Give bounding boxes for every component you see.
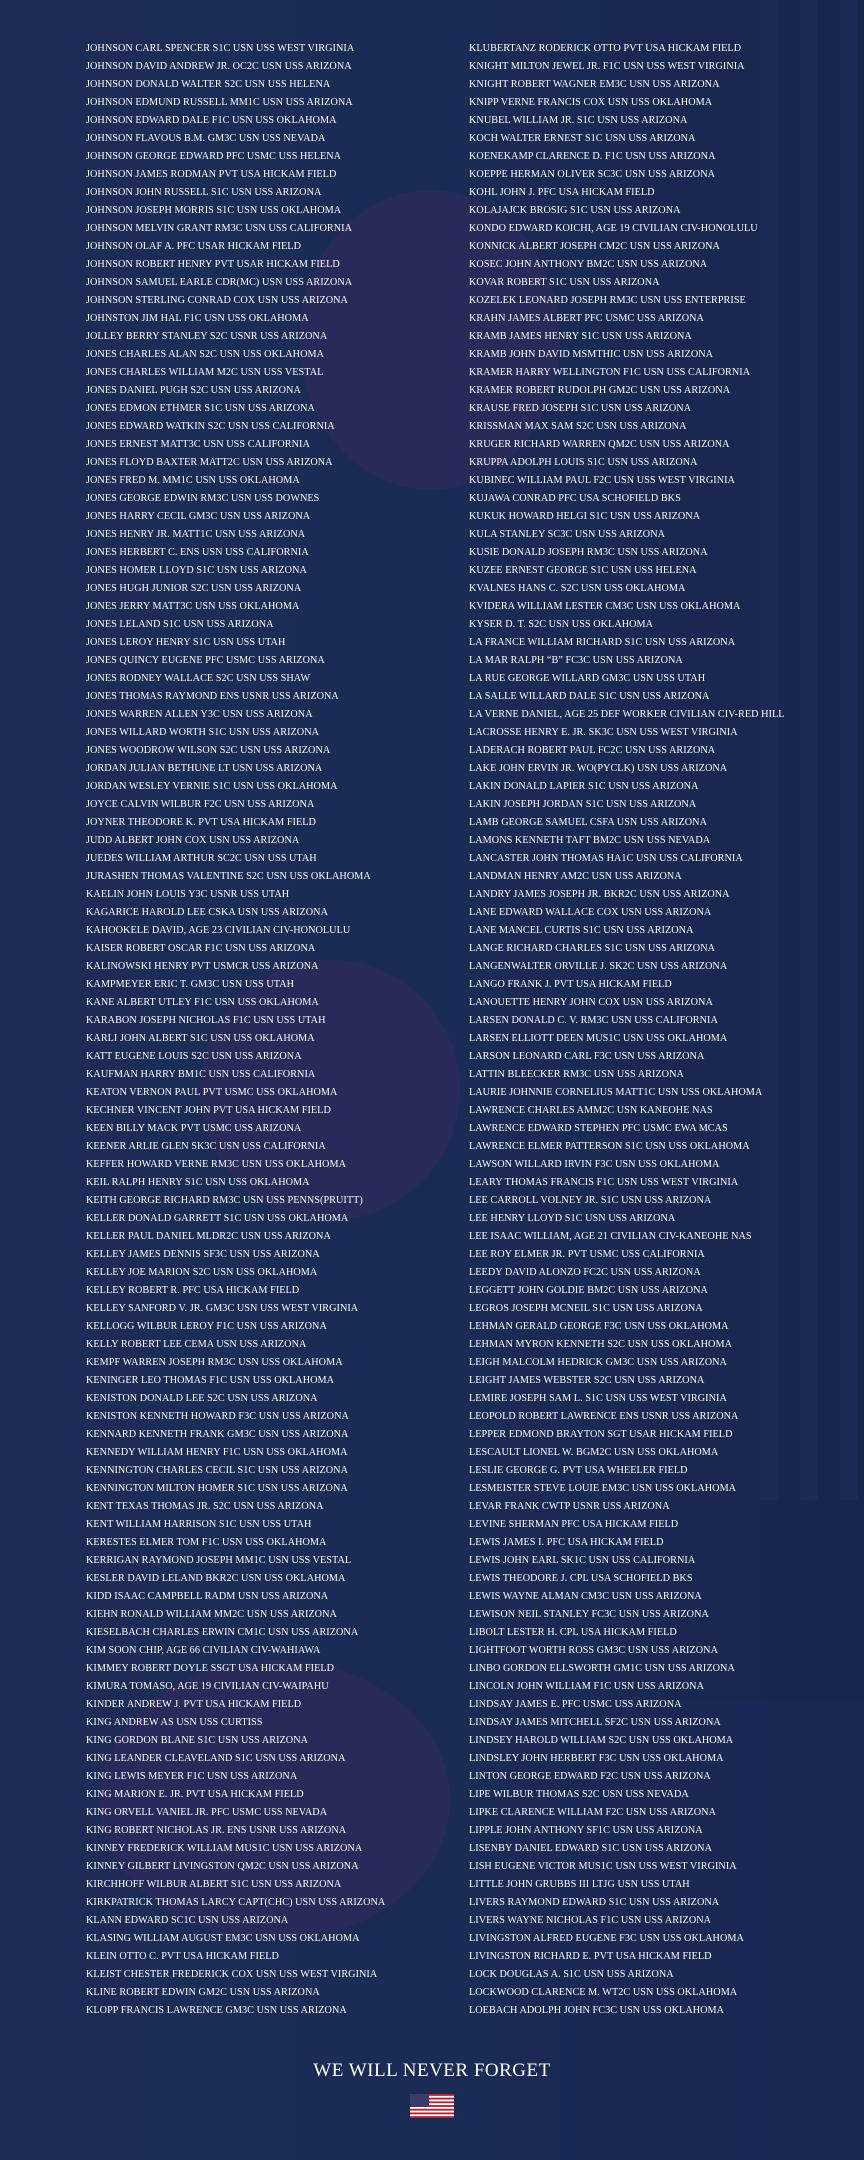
memorial-name: KELLOGG WILBUR LEROY F1C USN USS ARIZONA bbox=[86, 1321, 327, 1332]
memorial-name: LANE EDWARD WALLACE COX USN USS ARIZONA bbox=[469, 907, 712, 918]
memorial-name: KNUBEL WILLIAM JR. S1C USN USS ARIZONA bbox=[469, 115, 688, 126]
memorial-name: JOHNSON ROBERT HENRY PVT USAR HICKAM FIELD bbox=[86, 259, 340, 270]
memorial-name: KAUFMAN HARRY BM1C USN USS CALIFORNIA bbox=[86, 1069, 316, 1080]
memorial-name: KIDD ISAAC CAMPBELL RADM USN USS ARIZONA bbox=[86, 1591, 329, 1602]
memorial-name: JONES RODNEY WALLACE S2C USN USS SHAW bbox=[86, 673, 311, 684]
memorial-name: LINDSLEY JOHN HERBERT F3C USN USS OKLAHOMA bbox=[469, 1753, 724, 1764]
memorial-name: LARSEN ELLIOTT DEEN MUS1C USN USS OKLAHOMA bbox=[469, 1033, 728, 1044]
memorial-name: KERRIGAN RAYMOND JOSEPH MM1C USN USS VESTAL bbox=[86, 1555, 352, 1566]
footer bbox=[0, 2060, 864, 2123]
memorial-name: KLEIN OTTO C. PVT USA HICKAM FIELD bbox=[86, 1951, 279, 1962]
memorial-name: LEWISON NEIL STANLEY FC3C USN USS ARIZONA bbox=[469, 1609, 709, 1620]
memorial-name: KRUGER RICHARD WARREN QM2C USN USS ARIZONA bbox=[469, 439, 730, 450]
memorial-name: KIMMEY ROBERT DOYLE SSGT USA HICKAM FIELD bbox=[86, 1663, 335, 1674]
memorial-name: LIPPLE JOHN ANTHONY SF1C USN USS ARIZONA bbox=[469, 1825, 703, 1836]
memorial-name: JOHNSON GEORGE EDWARD PFC USMC USS HELENA bbox=[86, 151, 342, 162]
us-flag-icon bbox=[410, 2094, 454, 2118]
memorial-name: LIBOLT LESTER H. CPL USA HICKAM FIELD bbox=[469, 1627, 677, 1638]
memorial-name: KRUPPA ADOLPH LOUIS S1C USN USS ARIZONA bbox=[469, 457, 698, 468]
memorial-name: JONES HENRY JR. MATT1C USN USS ARIZONA bbox=[86, 529, 306, 540]
names-column-left bbox=[86, 40, 446, 2020]
memorial-name: KAELIN JOHN LOUIS Y3C USNR USS UTAH bbox=[86, 889, 290, 900]
memorial-name: JONES EDMON ETHMER S1C USN USS ARIZONA bbox=[86, 403, 315, 414]
memorial-name: JONES DANIEL PUGH S2C USN USS ARIZONA bbox=[86, 385, 301, 396]
memorial-name: JOHNSON MELVIN GRANT RM3C USN USS CALIFORNIA bbox=[86, 223, 352, 234]
memorial-name: LANGO FRANK J. PVT USA HICKAM FIELD bbox=[469, 979, 672, 990]
memorial-name: KELLER PAUL DANIEL MLDR2C USN USS ARIZONA bbox=[86, 1231, 331, 1242]
memorial-name: JOHNSON JOHN RUSSELL S1C USN USS ARIZONA bbox=[86, 187, 322, 198]
memorial-name: LAKE JOHN ERVIN JR. WO(PYCLK) USN USS ARIZONA bbox=[469, 763, 728, 774]
memorial-name: KNIGHT ROBERT WAGNER EM3C USN USS ARIZONA bbox=[469, 79, 720, 90]
memorial-name: LAWRENCE ELMER PATTERSON S1C USN USS OKLAHOMA bbox=[469, 1141, 750, 1152]
memorial-name: KENNINGTON MILTON HOMER S1C USN USS ARIZONA bbox=[86, 1483, 348, 1494]
memorial-name: LAWRENCE CHARLES AMM2C USN KANEOHE NAS bbox=[469, 1105, 713, 1116]
memorial-name: LIGHTFOOT WORTH ROSS GM3C USN USS ARIZONA bbox=[469, 1645, 718, 1656]
memorial-name: LEE ROY ELMER JR. PVT USMC USS CALIFORNIA bbox=[469, 1249, 705, 1260]
memorial-name: LEARY THOMAS FRANCIS F1C USN USS WEST VIRGINIA bbox=[469, 1177, 739, 1188]
memorial-name: KONDO EDWARD KOICHI, AGE 19 CIVILIAN CIV-HONOLULU bbox=[469, 223, 758, 234]
memorial-name: KUZEE ERNEST GEORGE S1C USN USS HELENA bbox=[469, 565, 697, 576]
memorial-name: KRAMB JAMES HENRY S1C USN USS ARIZONA bbox=[469, 331, 692, 342]
memorial-name: KVIDERA WILLIAM LESTER CM3C USN USS OKLAHOMA bbox=[469, 601, 741, 612]
memorial-name: LANGE RICHARD CHARLES S1C USN USS ARIZONA bbox=[469, 943, 716, 954]
memorial-name: LEE HENRY LLOYD S1C USN USS ARIZONA bbox=[469, 1213, 676, 1224]
memorial-name: JOHNSON DONALD WALTER S2C USN USS HELENA bbox=[86, 79, 331, 90]
memorial-name: KARABON JOSEPH NICHOLAS F1C USN USS UTAH bbox=[86, 1015, 326, 1026]
memorial-name: LINTON GEORGE EDWARD F2C USN USS ARIZONA bbox=[469, 1771, 711, 1782]
memorial-name: LAWRENCE EDWARD STEPHEN PFC USMC EWA MCAS bbox=[469, 1123, 728, 1134]
memorial-name: KUBINEC WILLIAM PAUL F2C USN USS WEST VIRGINIA bbox=[469, 475, 735, 486]
memorial-name: JONES THOMAS RAYMOND ENS USNR USS ARIZONA bbox=[86, 691, 339, 702]
memorial-name: KIESELBACH CHARLES ERWIN CM1C USN USS ARIZONA bbox=[86, 1627, 359, 1638]
memorial-name: JONES LELAND S1C USN USS ARIZONA bbox=[86, 619, 274, 630]
memorial-name: LINDSAY JAMES E. PFC USMC USS ARIZONA bbox=[469, 1699, 682, 1710]
memorial-name: KLANN EDWARD SC1C USN USS ARIZONA bbox=[86, 1915, 289, 1926]
memorial-name: KENNINGTON CHARLES CECIL S1C USN USS ARIZONA bbox=[86, 1465, 348, 1476]
memorial-name: KONNICK ALBERT JOSEPH CM2C USN USS ARIZONA bbox=[469, 241, 720, 252]
memorial-name: KARLI JOHN ALBERT S1C USN USS OKLAHOMA bbox=[86, 1033, 315, 1044]
memorial-name: LEEDY DAVID ALONZO FC2C USN USS ARIZONA bbox=[469, 1267, 701, 1278]
memorial-name: KINNEY FREDERICK WILLIAM MUS1C USN USS ARIZONA bbox=[86, 1843, 363, 1854]
memorial-name: LEHMAN GERALD GEORGE F3C USN USS OKLAHOMA bbox=[469, 1321, 729, 1332]
memorial-name: JOHNSON EDMUND RUSSELL MM1C USN USS ARIZONA bbox=[86, 97, 353, 108]
memorial-name: LA FRANCE WILLIAM RICHARD S1C USN USS ARIZONA bbox=[469, 637, 736, 648]
memorial-name: LESMEISTER STEVE LOUIE EM3C USN USS OKLAHOMA bbox=[469, 1483, 737, 1494]
memorial-name: KELLEY ROBERT R. PFC USA HICKAM FIELD bbox=[86, 1285, 300, 1296]
memorial-name: LARSEN DONALD C. V. RM3C USN USS CALIFORNIA bbox=[469, 1015, 718, 1026]
memorial-name: LISENBY DANIEL EDWARD S1C USN USS ARIZONA bbox=[469, 1843, 712, 1854]
memorial-name: KERESTES ELMER TOM F1C USN USS OKLAHOMA bbox=[86, 1537, 327, 1548]
memorial-name: JURASHEN THOMAS VALENTINE S2C USN USS OKLAHOMA bbox=[86, 871, 371, 882]
memorial-name: KIMURA TOMASO, AGE 19 CIVILIAN CIV-WAIPAHU bbox=[86, 1681, 329, 1692]
memorial-name: LINBO GORDON ELLSWORTH GM1C USN USS ARIZONA bbox=[469, 1663, 735, 1674]
memorial-name: KOENEKAMP CLARENCE D. F1C USN USS ARIZONA bbox=[469, 151, 716, 162]
memorial-name: KEATON VERNON PAUL PVT USMC USS OKLAHOMA bbox=[86, 1087, 338, 1098]
memorial-name: KLEIST CHESTER FREDERICK COX USN USS WEST VIRGINIA bbox=[86, 1969, 378, 1980]
memorial-name: KENNARD KENNETH FRANK GM3C USN USS ARIZONA bbox=[86, 1429, 349, 1440]
memorial-name: KALINOWSKI HENRY PVT USMCR USS ARIZONA bbox=[86, 961, 319, 972]
memorial-name: JONES QUINCY EUGENE PFC USMC USS ARIZONA bbox=[86, 655, 325, 666]
memorial-name: LEGROS JOSEPH MCNEIL S1C USN USS ARIZONA bbox=[469, 1303, 703, 1314]
memorial-name: KOCH WALTER ERNEST S1C USN USS ARIZONA bbox=[469, 133, 696, 144]
memorial-name: KENISTON DONALD LEE S2C USN USS ARIZONA bbox=[86, 1393, 318, 1404]
memorial-name: KAGARICE HAROLD LEE CSKA USN USS ARIZONA bbox=[86, 907, 328, 918]
memorial-name: LEE CARROLL VOLNEY JR. S1C USN USS ARIZONA bbox=[469, 1195, 712, 1206]
names-list-right bbox=[469, 40, 859, 2020]
memorial-name: JOHNSTON JIM HAL F1C USN USS OKLAHOMA bbox=[86, 313, 309, 324]
memorial-name: KVALNES HANS C. S2C USN USS OKLAHOMA bbox=[469, 583, 686, 594]
memorial-name: JOHNSON DAVID ANDREW JR. OC2C USN USS ARIZONA bbox=[86, 61, 352, 72]
memorial-name: KOEPPE HERMAN OLIVER SC3C USN USS ARIZONA bbox=[469, 169, 716, 180]
memorial-name: LOCK DOUGLAS A. S1C USN USS ARIZONA bbox=[469, 1969, 674, 1980]
memorial-name: LEWIS THEODORE J. CPL USA SCHOFIELD BKS bbox=[469, 1573, 693, 1584]
memorial-name: JONES WILLARD WORTH S1C USN USS ARIZONA bbox=[86, 727, 320, 738]
memorial-name: KEEN BILLY MACK PVT USMC USS ARIZONA bbox=[86, 1123, 302, 1134]
memorial-name: LAKIN JOSEPH JORDAN S1C USN USS ARIZONA bbox=[469, 799, 697, 810]
memorial-name: KENISTON KENNETH HOWARD F3C USN USS ARIZONA bbox=[86, 1411, 349, 1422]
names-column-right bbox=[469, 40, 859, 2020]
memorial-name: JONES ERNEST MATT3C USN USS CALIFORNIA bbox=[86, 439, 310, 450]
memorial-name: LEHMAN MYRON KENNETH S2C USN USS OKLAHOMA bbox=[469, 1339, 732, 1350]
memorial-name: KATT EUGENE LOUIS S2C USN USS ARIZONA bbox=[86, 1051, 302, 1062]
memorial-name: LANDMAN HENRY AM2C USN USS ARIZONA bbox=[469, 871, 682, 882]
memorial-name: KUJAWA CONRAD PFC USA SCHOFIELD BKS bbox=[469, 493, 681, 504]
memorial-name: KEMPF WARREN JOSEPH RM3C USN USS OKLAHOMA bbox=[86, 1357, 343, 1368]
memorial-name: KING LEWIS MEYER F1C USN USS ARIZONA bbox=[86, 1771, 298, 1782]
memorial-name: KULA STANLEY SC3C USN USS ARIZONA bbox=[469, 529, 666, 540]
memorial-name: KENT TEXAS THOMAS JR. S2C USN USS ARIZONA bbox=[86, 1501, 324, 1512]
memorial-name: KYSER D. T. S2C USN USS OKLAHOMA bbox=[469, 619, 654, 630]
memorial-name: JOHNSON OLAF A. PFC USAR HICKAM FIELD bbox=[86, 241, 301, 252]
memorial-name: JONES WOODROW WILSON S2C USN USS ARIZONA bbox=[86, 745, 331, 756]
memorial-name: LEVINE SHERMAN PFC USA HICKAM FIELD bbox=[469, 1519, 679, 1530]
memorial-name: JOHNSON STERLING CONRAD COX USN USS ARIZONA bbox=[86, 295, 348, 306]
memorial-name: LITTLE JOHN GRUBBS III LTJG USN USS UTAH bbox=[469, 1879, 690, 1890]
memorial-name: KLASING WILLIAM AUGUST EM3C USN USS OKLAHOMA bbox=[86, 1933, 360, 1944]
memorial-name: KANE ALBERT UTLEY F1C USN USS OKLAHOMA bbox=[86, 997, 319, 1008]
memorial-name: KENNEDY WILLIAM HENRY F1C USN USS OKLAHOMA bbox=[86, 1447, 348, 1458]
memorial-name: JONES FRED M. MM1C USN USS OKLAHOMA bbox=[86, 475, 300, 486]
memorial-name: LEPPER EDMOND BRAYTON SGT USAR HICKAM FIELD bbox=[469, 1429, 733, 1440]
memorial-name: LACROSSE HENRY E. JR. SK3C USN USS WEST VIRGINIA bbox=[469, 727, 738, 738]
memorial-name: LA MAR RALPH “B” FC3C USN USS ARIZONA bbox=[469, 655, 683, 666]
memorial-name: JONES HERBERT C. ENS USN USS CALIFORNIA bbox=[86, 547, 309, 558]
memorial-name: LARSON LEONARD CARL F3C USN USS ARIZONA bbox=[469, 1051, 705, 1062]
memorial-name: LANCASTER JOHN THOMAS HA1C USN USS CALIFORNIA bbox=[469, 853, 743, 864]
memorial-name: JUDD ALBERT JOHN COX USN USS ARIZONA bbox=[86, 835, 300, 846]
memorial-name: KOVAR ROBERT S1C USN USS ARIZONA bbox=[469, 277, 660, 288]
memorial-name: KEIL RALPH HENRY S1C USN USS OKLAHOMA bbox=[86, 1177, 310, 1188]
memorial-name: KRISSMAN MAX SAM S2C USN USS ARIZONA bbox=[469, 421, 687, 432]
memorial-name: LANGENWALTER ORVILLE J. SK2C USN USS ARIZONA bbox=[469, 961, 728, 972]
memorial-name: KIRCHHOFF WILBUR ALBERT S1C USN USS ARIZONA bbox=[86, 1879, 342, 1890]
memorial-name: KIM SOON CHIP, AGE 66 CIVILIAN CIV-WAHIAWA bbox=[86, 1645, 321, 1656]
memorial-name: LAURIE JOHNNIE CORNELIUS MATT1C USN USS OKLAHOMA bbox=[469, 1087, 763, 1098]
memorial-slogan: WE WILL NEVER FORGET bbox=[313, 2060, 551, 2081]
memorial-name: KLUBERTANZ RODERICK OTTO PVT USA HICKAM FIELD bbox=[469, 43, 742, 54]
memorial-name: LAMB GEORGE SAMUEL CSFA USN USS ARIZONA bbox=[469, 817, 707, 828]
memorial-name: KELLY ROBERT LEE CEMA USN USS ARIZONA bbox=[86, 1339, 307, 1350]
memorial-name: LESCAULT LIONEL W. BGM2C USN USS OKLAHOMA bbox=[469, 1447, 719, 1458]
memorial-name: LOEBACH ADOLPH JOHN FC3C USN USS OKLAHOMA bbox=[469, 2005, 725, 2016]
memorial-name: JOYCE CALVIN WILBUR F2C USN USS ARIZONA bbox=[86, 799, 315, 810]
memorial-name: JONES HUGH JUNIOR S2C USN USS ARIZONA bbox=[86, 583, 302, 594]
memorial-name: JONES WARREN ALLEN Y3C USN USS ARIZONA bbox=[86, 709, 313, 720]
memorial-name: KOLAJAJCK BROSIG S1C USN USS ARIZONA bbox=[469, 205, 681, 216]
memorial-name: LEMIRE JOSEPH SAM L. S1C USN USS WEST VIRGINIA bbox=[469, 1393, 727, 1404]
memorial-name: LEIGHT JAMES WEBSTER S2C USN USS ARIZONA bbox=[469, 1375, 705, 1386]
memorial-name: LAKIN DONALD LAPIER S1C USN USS ARIZONA bbox=[469, 781, 699, 792]
memorial-name: LA VERNE DANIEL, AGE 25 DEF WORKER CIVILIAN CIV-RED HILL bbox=[469, 709, 785, 720]
memorial-name: KING GORDON BLANE S1C USN USS ARIZONA bbox=[86, 1735, 309, 1746]
memorial-name: LEE ISAAC WILLIAM, AGE 21 CIVILIAN CIV-KANEOHE NAS bbox=[469, 1231, 752, 1242]
memorial-name: KING MARION E. JR. PVT USA HICKAM FIELD bbox=[86, 1789, 304, 1800]
memorial-name: KEFFER HOWARD VERNE RM3C USN USS OKLAHOMA bbox=[86, 1159, 346, 1170]
memorial-name: KIEHN RONALD WILLIAM MM2C USN USS ARIZONA bbox=[86, 1609, 337, 1620]
memorial-name: KINNEY GILBERT LIVINGSTON QM2C USN USS ARIZONA bbox=[86, 1861, 359, 1872]
memorial-name: LISH EUGENE VICTOR MUS1C USN USS WEST VIRGINIA bbox=[469, 1861, 737, 1872]
memorial-name: LEWIS WAYNE ALMAN CM3C USN USS ARIZONA bbox=[469, 1591, 702, 1602]
memorial-name: KELLER DONALD GARRETT S1C USN USS OKLAHOMA bbox=[86, 1213, 349, 1224]
memorial-name: JOHNSON JOSEPH MORRIS S1C USN USS OKLAHOMA bbox=[86, 205, 342, 216]
memorial-name: LIVERS RAYMOND EDWARD S1C USN USS ARIZONA bbox=[469, 1897, 720, 1908]
memorial-name: KRAHN JAMES ALBERT PFC USMC USS ARIZONA bbox=[469, 313, 704, 324]
memorial-name: KELLEY SANFORD V. JR. GM3C USN USS WEST VIRGINIA bbox=[86, 1303, 359, 1314]
memorial-name: LEOPOLD ROBERT LAWRENCE ENS USNR USS ARIZONA bbox=[469, 1411, 739, 1422]
memorial-name: KEENER ARLIE GLEN SK3C USN USS CALIFORNIA bbox=[86, 1141, 326, 1152]
memorial-name: KAHOOKELE DAVID, AGE 23 CIVILIAN CIV-HONOLULU bbox=[86, 925, 351, 936]
memorial-name: LEWIS JOHN EARL SK1C USN USS CALIFORNIA bbox=[469, 1555, 696, 1566]
memorial-name: KENT WILLIAM HARRISON S1C USN USS UTAH bbox=[86, 1519, 312, 1530]
memorial-name: KNIGHT MILTON JEWEL JR. F1C USN USS WEST VIRGINIA bbox=[469, 61, 745, 72]
memorial-name: JOHNSON JAMES RODMAN PVT USA HICKAM FIELD bbox=[86, 169, 337, 180]
memorial-name: KIRKPATRICK THOMAS LARCY CAPT(CHC) USN USS ARIZONA bbox=[86, 1897, 386, 1908]
memorial-name: LINDSAY JAMES MITCHELL SF2C USN USS ARIZONA bbox=[469, 1717, 721, 1728]
memorial-name: KINDER ANDREW J. PVT USA HICKAM FIELD bbox=[86, 1699, 302, 1710]
memorial-name: KOHL JOHN J. PFC USA HICKAM FIELD bbox=[469, 187, 655, 198]
memorial-name: JONES GEORGE EDWIN RM3C USN USS DOWNES bbox=[86, 493, 320, 504]
memorial-name: LA RUE GEORGE WILLARD GM3C USN USS UTAH bbox=[469, 673, 706, 684]
memorial-name: KESLER DAVID LELAND BKR2C USN USS OKLAHOMA bbox=[86, 1573, 346, 1584]
memorial-name: LIVINGSTON ALFRED EUGENE F3C USN USS OKLAHOMA bbox=[469, 1933, 744, 1944]
memorial-name: JORDAN WESLEY VERNIE S1C USN USS OKLAHOMA bbox=[86, 781, 338, 792]
memorial-name: JOHNSON EDWARD DALE F1C USN USS OKLAHOMA bbox=[86, 115, 337, 126]
memorial-name: JOHNSON CARL SPENCER S1C USN USS WEST VIRGINIA bbox=[86, 43, 355, 54]
memorial-name: KUSIE DONALD JOSEPH RM3C USN USS ARIZONA bbox=[469, 547, 708, 558]
memorial-name: KRAMER HARRY WELLINGTON F1C USN USS CALIFORNIA bbox=[469, 367, 751, 378]
memorial-name: KLINE ROBERT EDWIN GM2C USN USS ARIZONA bbox=[86, 1987, 320, 1998]
memorial-name: KING ROBERT NICHOLAS JR. ENS USNR USS ARIZONA bbox=[86, 1825, 347, 1836]
memorial-name: LOCKWOOD CLARENCE M. WT2C USN USS OKLAHOMA bbox=[469, 1987, 738, 1998]
memorial-name: LIPE WILBUR THOMAS S2C USN USS NEVADA bbox=[469, 1789, 689, 1800]
memorial-name: JUEDES WILLIAM ARTHUR SC2C USN USS UTAH bbox=[86, 853, 317, 864]
memorial-name: LANOUETTE HENRY JOHN COX USN USS ARIZONA bbox=[469, 997, 713, 1008]
memorial-name: KENINGER LEO THOMAS F1C USN USS OKLAHOMA bbox=[86, 1375, 335, 1386]
memorial-name: KELLEY JOE MARION S2C USN USS OKLAHOMA bbox=[86, 1267, 318, 1278]
memorial-name: JONES JERRY MATT3C USN USS OKLAHOMA bbox=[86, 601, 300, 612]
memorial-name: LATTIN BLEECKER RM3C USN USS ARIZONA bbox=[469, 1069, 684, 1080]
memorial-name: JONES HOMER LLOYD S1C USN USS ARIZONA bbox=[86, 565, 307, 576]
memorial-name: JONES EDWARD WATKIN S2C USN USS CALIFORNIA bbox=[86, 421, 335, 432]
memorial-name: LIVERS WAYNE NICHOLAS F1C USN USS ARIZONA bbox=[469, 1915, 712, 1926]
memorial-name: LINCOLN JOHN WILLIAM F1C USN USS ARIZONA bbox=[469, 1681, 704, 1692]
memorial-name: LEWIS JAMES I. PFC USA HICKAM FIELD bbox=[469, 1537, 664, 1548]
memorial-name: KEITH GEORGE RICHARD RM3C USN USS PENNS(PRUITT) bbox=[86, 1195, 363, 1206]
memorial-name: KUKUK HOWARD HELGI S1C USN USS ARIZONA bbox=[469, 511, 701, 522]
memorial-name: KAISER ROBERT OSCAR F1C USN USS ARIZONA bbox=[86, 943, 316, 954]
memorial-name: LESLIE GEORGE G. PVT USA WHEELER FIELD bbox=[469, 1465, 688, 1476]
memorial-name: KOSEC JOHN ANTHONY BM2C USN USS ARIZONA bbox=[469, 259, 708, 270]
memorial-name: KOZELEK LEONARD JOSEPH RM3C USN USS ENTERPRISE bbox=[469, 295, 746, 306]
memorial-name: JONES FLOYD BAXTER MATT2C USN USS ARIZONA bbox=[86, 457, 333, 468]
memorial-name: KRAUSE FRED JOSEPH S1C USN USS ARIZONA bbox=[469, 403, 692, 414]
memorial-name: LIPKE CLARENCE WILLIAM F2C USN USS ARIZONA bbox=[469, 1807, 716, 1818]
memorial-name: JONES CHARLES ALAN S2C USN USS OKLAHOMA bbox=[86, 349, 324, 360]
memorial-name: KRAMB JOHN DAVID MSMTHIC USN USS ARIZONA bbox=[469, 349, 714, 360]
memorial-name: LEIGH MALCOLM HEDRICK GM3C USN USS ARIZONA bbox=[469, 1357, 727, 1368]
memorial-name: KING ANDREW AS USN USS CURTISS bbox=[86, 1717, 263, 1728]
memorial-name: KNIPP VERNE FRANCIS COX USN USS OKLAHOMA bbox=[469, 97, 713, 108]
memorial-name: JORDAN JULIAN BETHUNE LT USN USS ARIZONA bbox=[86, 763, 323, 774]
memorial-name: LA SALLE WILLARD DALE S1C USN USS ARIZONA bbox=[469, 691, 710, 702]
memorial-name: JOHNSON SAMUEL EARLE CDR(MC) USN USS ARIZONA bbox=[86, 277, 353, 288]
memorial-name: LAWSON WILLARD IRVIN F3C USN USS OKLAHOMA bbox=[469, 1159, 720, 1170]
memorial-name: KING LEANDER CLEAVELAND S1C USN USS ARIZONA bbox=[86, 1753, 346, 1764]
memorial-name: KECHNER VINCENT JOHN PVT USA HICKAM FIELD bbox=[86, 1105, 331, 1116]
memorial-name: KELLEY JAMES DENNIS SF3C USN USS ARIZONA bbox=[86, 1249, 320, 1260]
memorial-name: KAMPMEYER ERIC T. GM3C USN USS UTAH bbox=[86, 979, 295, 990]
memorial-name: JOLLEY BERRY STANLEY S2C USNR USS ARIZONA bbox=[86, 331, 328, 342]
memorial-name: JOHNSON FLAVOUS B.M. GM3C USN USS NEVADA bbox=[86, 133, 326, 144]
memorial-name: KRAMER ROBERT RUDOLPH GM2C USN USS ARIZONA bbox=[469, 385, 731, 396]
memorial-name: JOYNER THEODORE K. PVT USA HICKAM FIELD bbox=[86, 817, 316, 828]
memorial-name: JONES LEROY HENRY S1C USN USS UTAH bbox=[86, 637, 286, 648]
memorial-name: KLOPP FRANCIS LAWRENCE GM3C USN USS ARIZONA bbox=[86, 2005, 347, 2016]
memorial-name: KING ORVELL VANIEL JR. PFC USMC USS NEVADA bbox=[86, 1807, 328, 1818]
memorial-name: LANDRY JAMES JOSEPH JR. BKR2C USN USS ARIZONA bbox=[469, 889, 730, 900]
names-list-left bbox=[86, 40, 446, 2020]
memorial-name: LIVINGSTON RICHARD E. PVT USA HICKAM FIELD bbox=[469, 1951, 712, 1962]
memorial-name: LAMONS KENNETH TAFT BM2C USN USS NEVADA bbox=[469, 835, 711, 846]
memorial-name: LEVAR FRANK CWTP USNR USS ARIZONA bbox=[469, 1501, 670, 1512]
memorial-name: LADERACH ROBERT PAUL FC2C USN USS ARIZONA bbox=[469, 745, 716, 756]
memorial-name: LINDSEY HAROLD WILLIAM S2C USN USS OKLAHOMA bbox=[469, 1735, 734, 1746]
memorial-name: LANE MANCEL CURTIS S1C USN USS ARIZONA bbox=[469, 925, 694, 936]
memorial-name: JONES HARRY CECIL GM3C USN USS ARIZONA bbox=[86, 511, 311, 522]
memorial-name: JONES CHARLES WILLIAM M2C USN USS VESTAL bbox=[86, 367, 324, 378]
memorial-name: LEGGETT JOHN GOLDIE BM2C USN USS ARIZONA bbox=[469, 1285, 708, 1296]
